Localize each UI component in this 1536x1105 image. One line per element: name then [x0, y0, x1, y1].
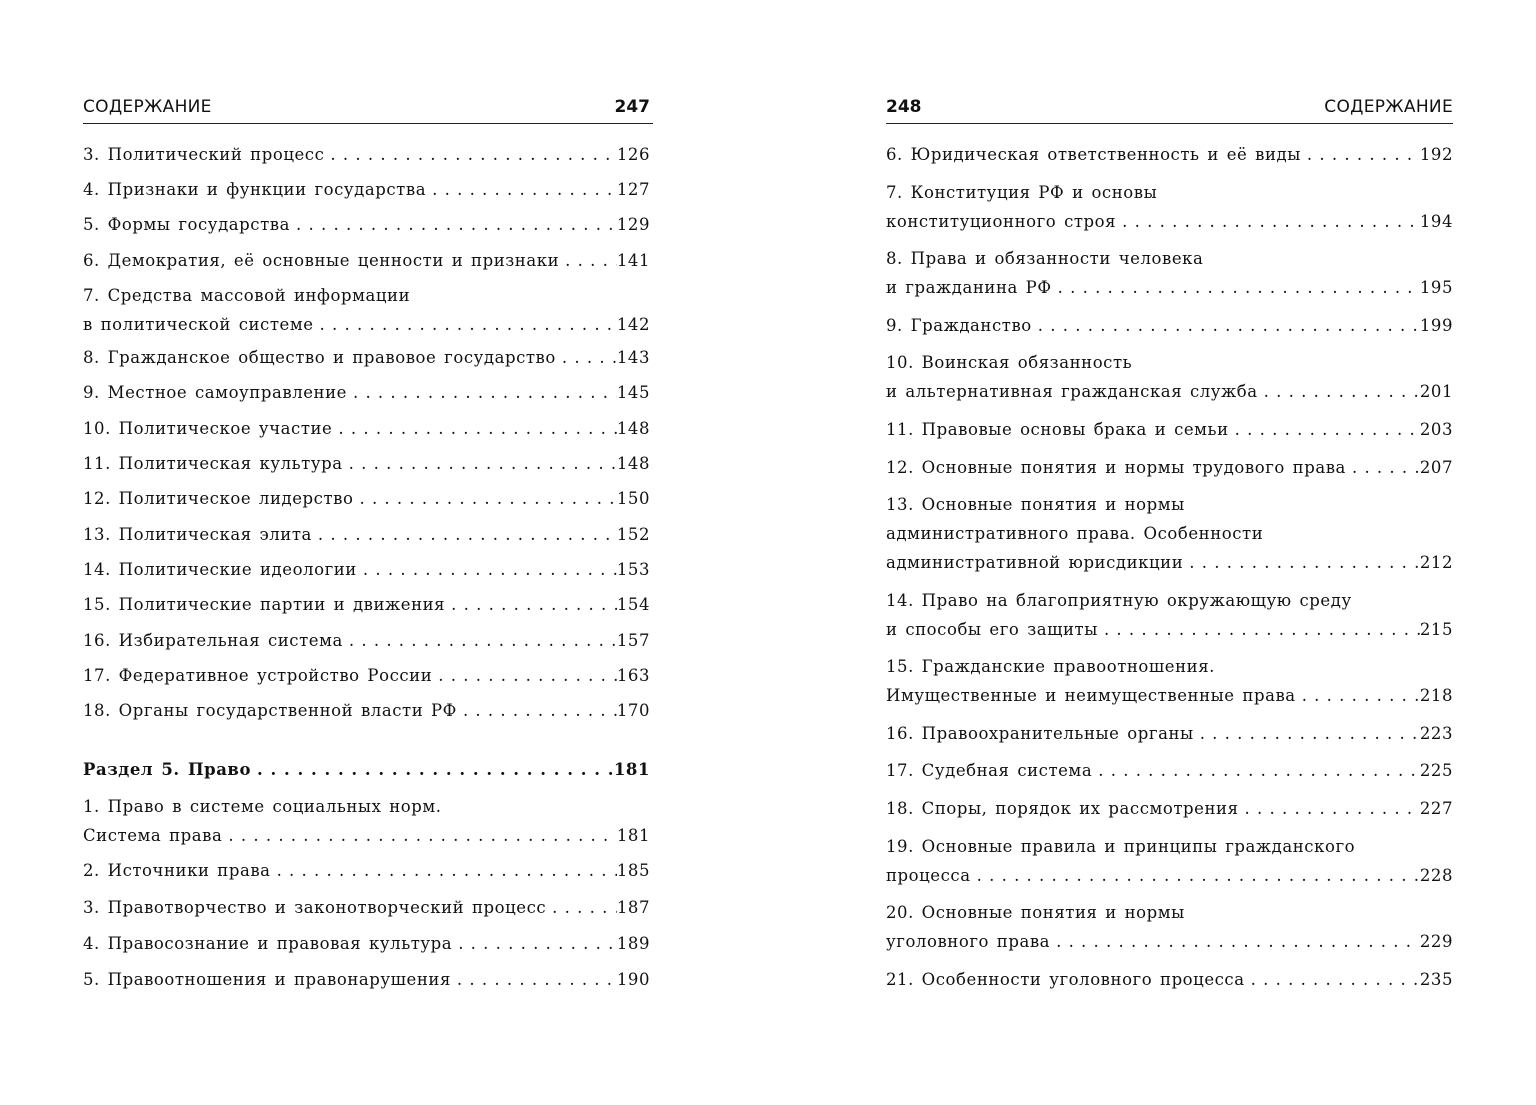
dot-leader — [1032, 313, 1420, 339]
toc-page-number: 152 — [616, 525, 650, 544]
dot-leader — [1346, 455, 1420, 481]
toc-page-number: 228 — [1419, 866, 1453, 885]
toc-page-number: 129 — [616, 215, 650, 234]
toc-entry[interactable] — [83, 698, 653, 724]
toc-entry-title: 10. Воинская обязанность — [886, 353, 1133, 372]
dot-leader — [556, 345, 617, 371]
toc-entry[interactable] — [83, 380, 653, 406]
dot-leader — [312, 522, 617, 548]
toc-entry[interactable] — [886, 246, 1453, 301]
toc-entry[interactable] — [886, 758, 1453, 784]
right-page — [886, 0, 1453, 1105]
toc-entry[interactable] — [83, 212, 653, 238]
toc-entry-title: 11. Правовые основы брака и семьи — [886, 420, 1229, 439]
toc-section-heading[interactable] — [83, 757, 653, 783]
toc-entry-title: 21. Особенности уголовного процесса — [886, 970, 1245, 989]
toc-entry[interactable] — [886, 588, 1453, 643]
toc-entry[interactable] — [83, 895, 653, 921]
toc-entry[interactable] — [83, 858, 653, 884]
toc-page-number: 223 — [1419, 724, 1453, 743]
toc-page-number: 187 — [616, 898, 650, 917]
dot-leader — [1052, 275, 1420, 301]
toc-entry[interactable] — [886, 142, 1453, 168]
toc-entry-title: 7. Конституция РФ и основы — [886, 183, 1158, 202]
toc-entry-title: в политической системе — [83, 315, 314, 334]
dot-leader — [1116, 209, 1420, 235]
dot-leader — [290, 212, 617, 238]
toc-page-number: 185 — [616, 861, 650, 880]
dot-leader — [1229, 417, 1420, 443]
toc-page-number: 190 — [616, 970, 650, 989]
dot-leader — [353, 486, 616, 512]
toc-entry-title: 18. Органы государственной власти РФ — [83, 701, 457, 720]
toc-entry-title: 8. Права и обязанности человека — [886, 249, 1204, 268]
running-head — [886, 94, 1453, 124]
toc-entry-title: 8. Гражданское общество и правовое государство — [83, 348, 556, 367]
toc-entry-title: 12. Основные понятия и нормы трудового права — [886, 458, 1346, 477]
toc-entry-title: 14. Политические идеологии — [83, 560, 357, 579]
toc-entry-title: уголовного права — [886, 932, 1051, 951]
toc-entry-title: конституционного строя — [886, 212, 1117, 231]
toc-entry-title: 17. Федеративное устройство России — [83, 666, 433, 685]
dot-leader — [451, 967, 617, 993]
toc-entry[interactable] — [886, 492, 1453, 576]
toc-page-number: 215 — [1419, 620, 1453, 639]
toc-page-number: 154 — [616, 595, 650, 614]
toc-page-number: 227 — [1419, 799, 1453, 818]
dot-leader — [452, 931, 617, 957]
toc-entry-title: 1. Право в системе социальных норм. — [83, 797, 442, 816]
dot-leader — [222, 823, 616, 849]
toc-page-number: 194 — [1419, 212, 1453, 231]
toc-entry[interactable] — [83, 967, 653, 993]
page-number: 247 — [614, 97, 650, 117]
toc-page-number: 189 — [616, 934, 650, 953]
toc-page-number: 170 — [616, 701, 650, 720]
toc-entry-title: 18. Споры, порядок их рассмотрения — [886, 799, 1239, 818]
toc-page-number: 163 — [616, 666, 650, 685]
toc-entry-title: 3. Правотворчество и законотворческий процесс — [83, 898, 547, 917]
toc-entry-title: 9. Местное самоуправление — [83, 383, 347, 402]
toc-entry-title: 5. Формы государства — [83, 215, 290, 234]
toc-entry-title: 4. Правосознание и правовая культура — [83, 934, 453, 953]
toc-entry[interactable] — [83, 794, 653, 849]
toc-entry-title: 16. Правоохранительные органы — [886, 724, 1194, 743]
toc-entry-title: 16. Избирательная система — [83, 631, 343, 650]
toc-page-number: 212 — [1419, 553, 1453, 572]
toc-entry[interactable] — [886, 417, 1453, 443]
toc-entry-title: 3. Политический процесс — [83, 145, 325, 164]
toc-page-number: 181 — [616, 826, 650, 845]
dot-leader — [347, 380, 617, 406]
toc-page-number: 201 — [1419, 382, 1453, 401]
toc-entry-title: 5. Правоотношения и правонарушения — [83, 970, 451, 989]
toc-page-number: 150 — [616, 489, 650, 508]
toc-entry[interactable] — [886, 967, 1453, 993]
toc-entry[interactable] — [83, 557, 653, 583]
toc-entry[interactable] — [886, 313, 1453, 339]
toc-page-number: 199 — [1419, 316, 1453, 335]
toc-entry-title: 14. Право на благоприятную окружающую среду — [886, 591, 1352, 610]
toc-entry-title: 12. Политическое лидерство — [83, 489, 354, 508]
toc-page-number: 218 — [1419, 686, 1453, 705]
toc-entry-title: 15. Политические партии и движения — [83, 595, 446, 614]
dot-leader — [332, 416, 616, 442]
toc-entry-title: 13. Политическая элита — [83, 525, 312, 544]
toc-entry[interactable] — [886, 834, 1453, 889]
toc-page-number: 181 — [613, 760, 650, 779]
toc-page-number: 127 — [616, 180, 650, 199]
toc-entry[interactable] — [83, 663, 653, 689]
toc-entry-title: и способы его защиты — [886, 620, 1098, 639]
toc-entry-title: 9. Гражданство — [886, 316, 1032, 335]
toc-entry-title: 15. Гражданские правоотношения. — [886, 657, 1215, 676]
dot-leader — [1194, 721, 1420, 747]
dot-leader — [1092, 758, 1420, 784]
dot-leader — [1098, 617, 1420, 643]
toc-entry-title: 2. Источники права — [83, 861, 271, 880]
toc-page-number: 229 — [1419, 932, 1453, 951]
dot-leader — [445, 592, 617, 618]
running-head-title: СОДЕРЖАНИЕ — [1324, 97, 1453, 117]
toc-entry[interactable] — [83, 628, 653, 654]
toc-entry-title: 4. Признаки и функции государства — [83, 180, 427, 199]
toc-entry-title: 6. Юридическая ответственность и её виды — [886, 145, 1301, 164]
dot-leader — [324, 142, 616, 168]
toc-entry[interactable] — [886, 796, 1453, 822]
toc-page-number: 145 — [616, 383, 650, 402]
dot-leader — [271, 858, 617, 884]
dot-leader — [1239, 796, 1420, 822]
toc-page-number: 148 — [616, 454, 650, 473]
toc-entry[interactable] — [83, 522, 653, 548]
page-number: 248 — [886, 97, 922, 117]
toc-page-number: 148 — [616, 419, 650, 438]
toc-entry[interactable] — [83, 142, 653, 168]
dot-leader — [343, 628, 617, 654]
dot-leader — [357, 557, 617, 583]
toc-page-number: 157 — [616, 631, 650, 650]
dot-leader — [971, 863, 1420, 889]
toc-entry-title: и альтернативная гражданская служба — [886, 382, 1258, 401]
toc-page-number: 153 — [616, 560, 650, 579]
toc-page-number: 225 — [1419, 761, 1453, 780]
dot-leader — [546, 895, 617, 921]
toc-entry[interactable] — [83, 451, 653, 477]
toc-entry[interactable] — [83, 416, 653, 442]
toc-page-number: 235 — [1419, 970, 1453, 989]
toc-entry[interactable] — [83, 486, 653, 512]
dot-leader — [343, 451, 617, 477]
dot-leader — [251, 757, 614, 783]
dot-leader — [426, 177, 617, 203]
toc-entry[interactable] — [83, 283, 653, 338]
toc-entry[interactable] — [83, 931, 653, 957]
dot-leader — [314, 312, 617, 338]
toc-entry[interactable] — [83, 177, 653, 203]
toc-entry-title: 6. Демократия, её основные ценности и признаки — [83, 251, 560, 270]
toc-entry[interactable] — [83, 345, 653, 371]
dot-leader — [432, 663, 617, 689]
toc-entry-title: Имущественные и неимущественные права — [886, 686, 1296, 705]
toc-entry-title: административной юрисдикции — [886, 553, 1184, 572]
toc-page-number: 195 — [1419, 278, 1453, 297]
toc-entry-title: 11. Политическая культура — [83, 454, 343, 473]
toc-entry[interactable] — [886, 900, 1453, 955]
toc-page-number: 143 — [616, 348, 650, 367]
toc-entry[interactable] — [886, 350, 1453, 405]
dot-leader — [457, 698, 617, 724]
toc-entry-title: 20. Основные понятия и нормы — [886, 903, 1185, 922]
toc-entry-title: 10. Политическое участие — [83, 419, 333, 438]
dot-leader — [1050, 929, 1420, 955]
toc-page-number: 192 — [1419, 145, 1453, 164]
toc-page-number: 207 — [1419, 458, 1453, 477]
toc-entry[interactable] — [886, 455, 1453, 481]
dot-leader — [1258, 379, 1420, 405]
toc-entry[interactable] — [83, 592, 653, 618]
toc-page-number: 126 — [616, 145, 650, 164]
dot-leader — [1301, 142, 1420, 168]
toc-page-number: 203 — [1419, 420, 1453, 439]
left-page — [83, 0, 653, 1105]
toc-entry[interactable] — [886, 721, 1453, 747]
toc-page-number: 141 — [616, 251, 650, 270]
toc-page-number: 142 — [616, 315, 650, 334]
toc-entry[interactable] — [886, 654, 1453, 709]
toc-entry[interactable] — [886, 180, 1453, 235]
toc-entry-title: 7. Средства массовой информации — [83, 286, 411, 305]
toc-entry-title: административного права. Особенности — [886, 524, 1264, 543]
dot-leader — [559, 248, 617, 274]
dot-leader — [1183, 550, 1420, 576]
toc-entry-title: Раздел 5. Право — [83, 760, 252, 779]
toc-entry-title: процесса — [886, 866, 971, 885]
running-head-title: СОДЕРЖАНИЕ — [83, 97, 212, 117]
toc-entry-title: 17. Судебная система — [886, 761, 1093, 780]
toc-entry-title: и гражданина РФ — [886, 278, 1052, 297]
toc-entry-title: 19. Основные правила и принципы гражданского — [886, 837, 1356, 856]
toc-entry-title: Система права — [83, 826, 223, 845]
dot-leader — [1245, 967, 1420, 993]
toc-entry[interactable] — [83, 248, 653, 274]
toc-entry-title: 13. Основные понятия и нормы — [886, 495, 1185, 514]
running-head — [83, 94, 653, 124]
dot-leader — [1296, 683, 1420, 709]
